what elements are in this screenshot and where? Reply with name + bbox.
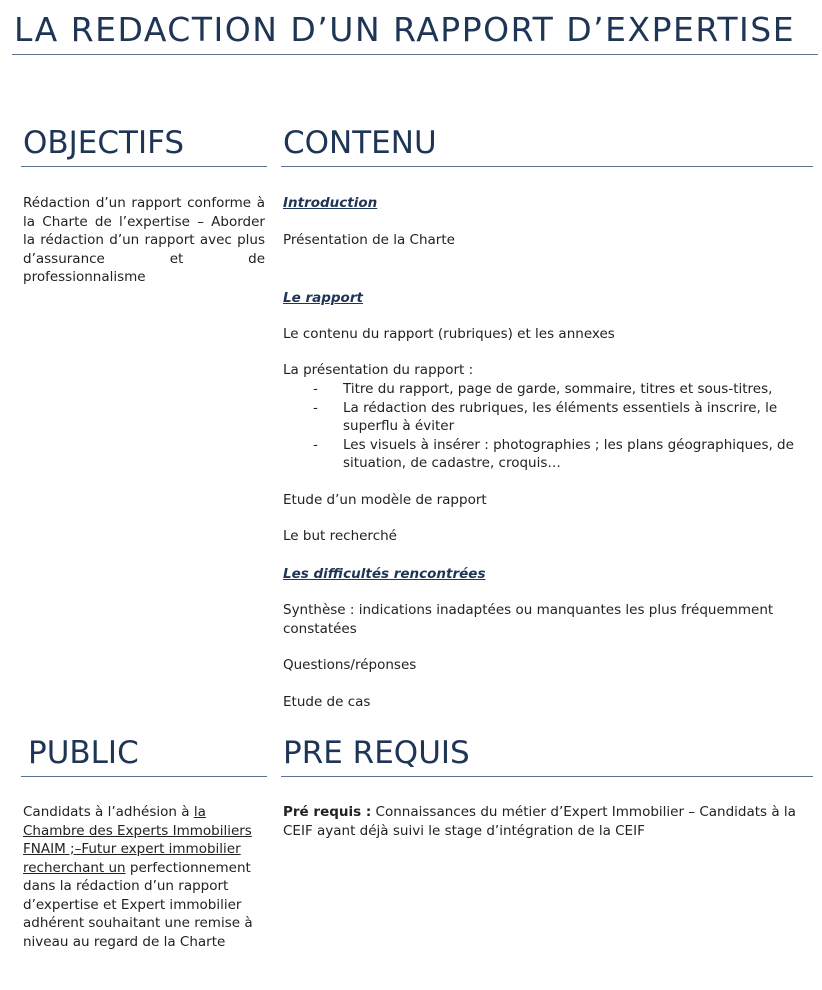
prerequis-description: Connaissances du métier d’Expert Immobilier – Candidats à la CEIF ayant déjà suivi le stage d’intégration de la CEIF [283,804,796,839]
prerequis-divider [281,776,813,777]
presentation-charte-text: Présentation de la Charte [283,232,455,248]
public-text-start: Candidats à l’adhésion à [23,804,194,820]
public-heading: PUBLIC [28,735,139,771]
etude-cas-text: Etude de cas [283,694,371,710]
difficultes-subheading: Les difficultés rencontrées [283,566,486,582]
contenu-rapport-text: Le contenu du rapport (rubriques) et les annexes [283,326,615,342]
presentation-rapport-text: La présentation du rapport : [283,362,474,378]
bullet-dash: - [313,399,318,416]
prerequis-label: Pré requis : [283,804,372,820]
synthese-text: Synthèse : indications inadaptées ou manquantes les plus fréquemment constatées [283,602,774,637]
objectifs-divider [21,166,267,167]
bullet-dash: - [313,381,318,397]
bullet-text: La rédaction des rubriques, les éléments essentiels à inscrire, le superflu à éviter [343,399,778,434]
objectifs-text: Rédaction d’un rapport conforme à la Charte de l’expertise – Aborder la rédaction d’un rapport avec plus d’assurance et de professionnalisme [23,195,265,285]
chambre-experts-link[interactable]: la Chambre des Experts Immobiliers FNAIM ;–Futur expert immobilier recherchant un [23,804,252,876]
etude-modele-text: Etude d’un modèle de rapport [283,492,487,508]
introduction-subheading: Introduction [283,195,378,211]
page-title: LA REDACTION D’UN RAPPORT D’EXPERTISE [14,10,796,49]
presentation-bullet-list [283,380,813,473]
list-item [283,380,813,399]
prerequis-text [283,803,811,840]
public-divider [21,776,267,777]
rapport-subheading: Le rapport [283,290,363,306]
public-text-end: perfectionnement dans la rédaction d’un rapport d’expertise et Expert immobilier adhérent souhaitant une remise à niveau au regard de la Charte [23,859,253,950]
contenu-divider [281,166,813,167]
list-item [283,399,813,436]
contenu-heading: CONTENU [283,125,437,161]
objectifs-heading: OBJECTIFS [23,125,185,161]
bullet-text: Titre du rapport, page de garde, sommaire, titres et sous-titres, [343,381,773,397]
bullet-text: Les visuels à insérer : photographies ; les plans géographiques, de situation, de cadastre, croquis… [343,436,794,471]
public-text [23,803,267,951]
prerequis-heading: PRE REQUIS [283,735,470,771]
but-recherche-text: Le but recherché [283,528,397,544]
bullet-dash: - [313,436,318,453]
questions-text: Questions/réponses [283,657,417,673]
list-item [283,436,813,473]
title-divider [12,54,818,55]
